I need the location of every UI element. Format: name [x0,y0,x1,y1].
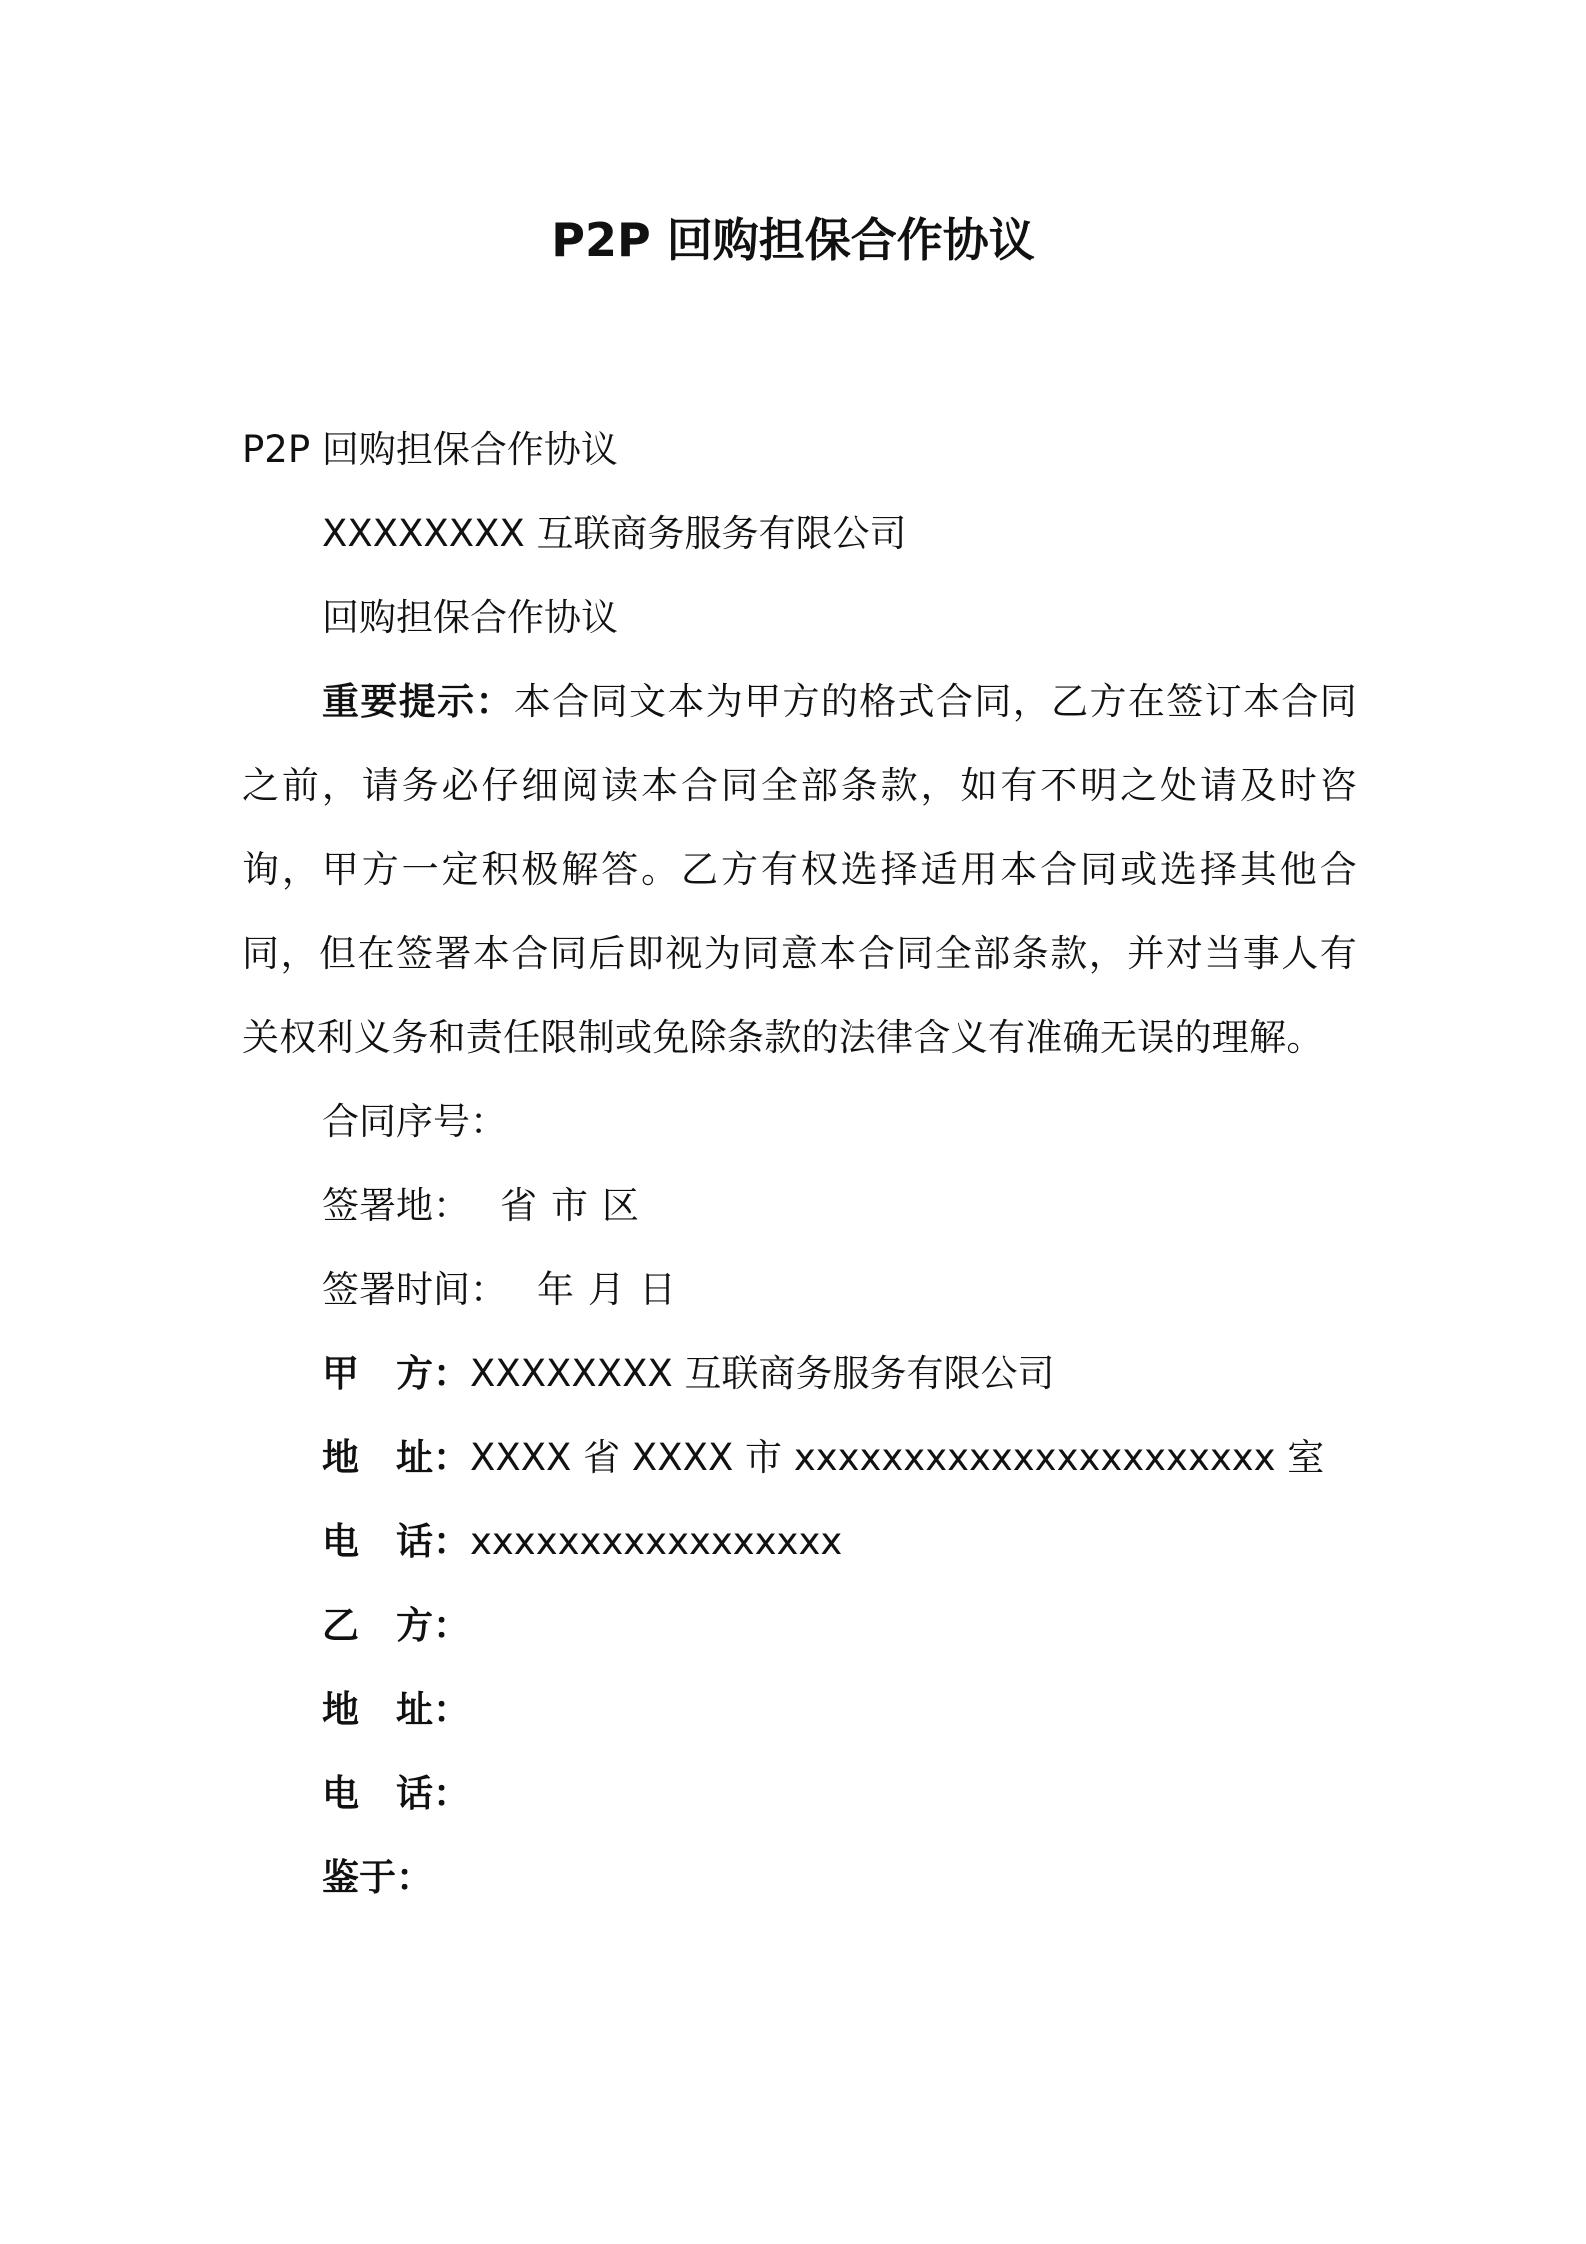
party-a-phone-value: xxxxxxxxxxxxxxxxx [470,1520,843,1563]
agreement-name: 回购担保合作协议 [322,596,618,639]
sign-time-day: 日 [639,1268,676,1311]
document-body [242,408,1357,1920]
document-title: P2P 回购担保合作协议 [551,213,1035,267]
party-a-address-line [242,1416,1357,1500]
sign-place-district: 区 [602,1184,639,1227]
notice-label: 重要提示： [322,680,514,723]
party-b-line [242,1584,1357,1668]
sign-place-province: 省 [500,1184,537,1227]
sign-time-line [242,1248,1357,1332]
party-a-phone-label: 电 话： [322,1520,470,1563]
party-a-address-label: 地 址： [322,1436,470,1479]
sign-time-month: 月 [588,1268,625,1311]
contract-number-line [242,1080,1357,1164]
contract-number-label: 合同序号： [322,1100,507,1143]
party-a-address-value: XXXX 省 XXXX 市 xxxxxxxxxxxxxxxxxxxxxx 室 [470,1436,1325,1479]
important-notice [242,660,1357,1080]
party-b-label: 乙 方： [322,1604,470,1647]
company-name: XXXXXXXX 互联商务服务有限公司 [322,512,907,555]
document-subtitle: P2P 回购担保合作协议 [242,428,618,471]
party-a-line [242,1332,1357,1416]
party-b-address-label: 地 址： [322,1688,470,1731]
party-b-phone-label: 电 话： [322,1772,470,1815]
sign-time-label: 签署时间： [322,1268,507,1311]
whereas-label: 鉴于： [322,1856,433,1899]
sign-place-line [242,1164,1357,1248]
sign-time-year: 年 [537,1268,574,1311]
party-a-value: XXXXXXXX 互联商务服务有限公司 [470,1352,1055,1395]
party-b-address-line [242,1668,1357,1752]
sign-place-city: 市 [551,1184,588,1227]
whereas-line [242,1836,1357,1920]
party-a-phone-line [242,1500,1357,1584]
party-a-label: 甲 方： [322,1352,470,1395]
party-b-phone-line [242,1752,1357,1836]
sign-place-label: 签署地： [322,1184,470,1227]
notice-text: 本合同文本为甲方的格式合同，乙方在签订本合同之前，请务必仔细阅读本合同全部条款，如有不明之处请及时咨询，甲方一定积极解答。乙方有权选择适用本合同或选择其他合同，但在签署本合同后即视为同意本合同全部条款，并对当事人有关权利义务和责任限制或免除条款的法律含义有准确无误的理解。 [242,680,1358,1059]
